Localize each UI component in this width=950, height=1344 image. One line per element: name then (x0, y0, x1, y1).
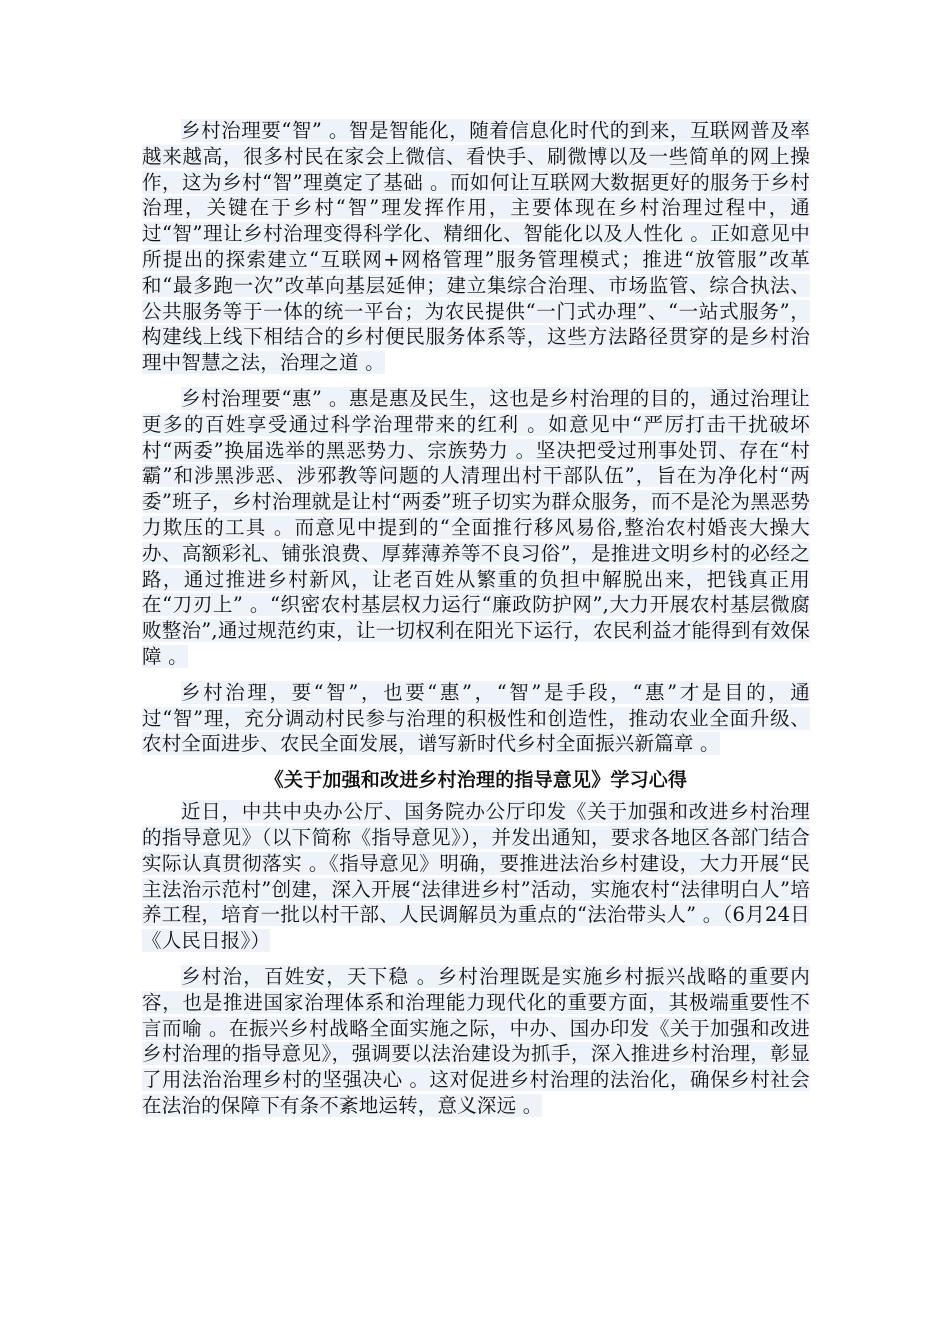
section-heading: 《关于加强和改进乡村治理的指导意见》学习心得 (264, 769, 688, 792)
paragraph-benefit-governance: 乡村治理要“惠” 。惠是惠及民生，这也是乡村治理的目的，通过治理让更多的百姓享受通过科学治理带来的红利 。如意见中“严厉打击干扰破坏村“两委”换届选举的黑恶势力、宗族势力 。坚决把受过刑事处罚、存在“村霸”和涉黑涉恶、涉邪教等问题的人清理出村干部队伍”，旨在为净化村“两委”班子，乡村治理就是让村“两委”班子切实为群众服务，而不是沦为黑恶势力欺压的工具 。而意见中提到的“全面推行移风易俗,整治农村婚丧大操大办、高额彩礼、铺张浪费、厚葬薄养等不良习俗”，是推进文明乡村的必经之路，通过推进乡村新风，让老百姓从繁重的负担中解脱出来，把钱真正用在“刀刃上” 。“织密农村基层权力运行“廉政防护网”,大力开展农村基层微腐败整治”,通过规范约束，让一切权利在阳光下运行，农民利益才能得到有效保障 。 (142, 386, 810, 668)
document-body (142, 118, 810, 1129)
paragraph-rule-of-law: 乡村治，百姓安，天下稳 。乡村治理既是实施乡村振兴战略的重要内容，也是推进国家治理体系和治理能力现代化的重要方面，其极端重要性不言而喻 。在振兴乡村战略全面实施之际，中办、国办印发《关于加强和改进乡村治理的指导意见》，强调要以法治建设为抓手，深入推进乡村治理，彰显了用法治治理乡村的坚强决心 。这对促进乡村治理的法治化，确保乡村社会在法治的保障下有条不紊地运转，意义深远 。 (142, 964, 810, 1117)
paragraph-smart-governance: 乡村治理要“智” 。智是智能化，随着信息化时代的到来，互联网普及率越来越高，很多村民在家会上微信、看快手、刷微博以及一些简单的网上操作，这为乡村“智”理奠定了基础 。而如何让互联网大数据更好的服务于乡村治理，关键在于乡村“智”理发挥作用，主要体现在乡村治理过程中，通过“智”理让乡村治理变得科学化、精细化、智能化以及人性化 。正如意见中所提出的探索建立“互联网+网格管理”服务管理模式；推进“放管服”改革和“最多跑一次”改革向基层延伸；建立集综合治理、市场监管、综合执法、公共服务等于一体的统一平台；为农民提供“一门式办理”、“一站式服务”，构建线上线下相结合的乡村便民服务体系等，这些方法路径贯穿的是乡村治理中智慧之法，治理之道 。 (142, 119, 810, 375)
paragraph-news-intro: 近日，中共中央办公厅、国务院办公厅印发《关于加强和改进乡村治理的指导意见》（以下简称《指导意见》），并发出通知，要求各地区各部门结合实际认真贯彻落实 。《指导意见》明确，要推进法治乡村建设，大力开展“民主法治示范村”创建，深入开展“法律进乡村”活动，实施农村“法律明白人”培养工程，培育一批以村干部、人民调解员为重点的“法治带头人” 。（6月24日《人民日报》） (142, 800, 810, 953)
paragraph-summary: 乡村治理，要“智”，也要“惠”，“智”是手段，“惠”才是目的，通过“智”理，充分调动村民参与治理的积极性和创造性，推动农业全面升级、农村全面进步、农民全面发展，谱写新时代乡村全面振兴新篇章 。 (142, 680, 810, 756)
